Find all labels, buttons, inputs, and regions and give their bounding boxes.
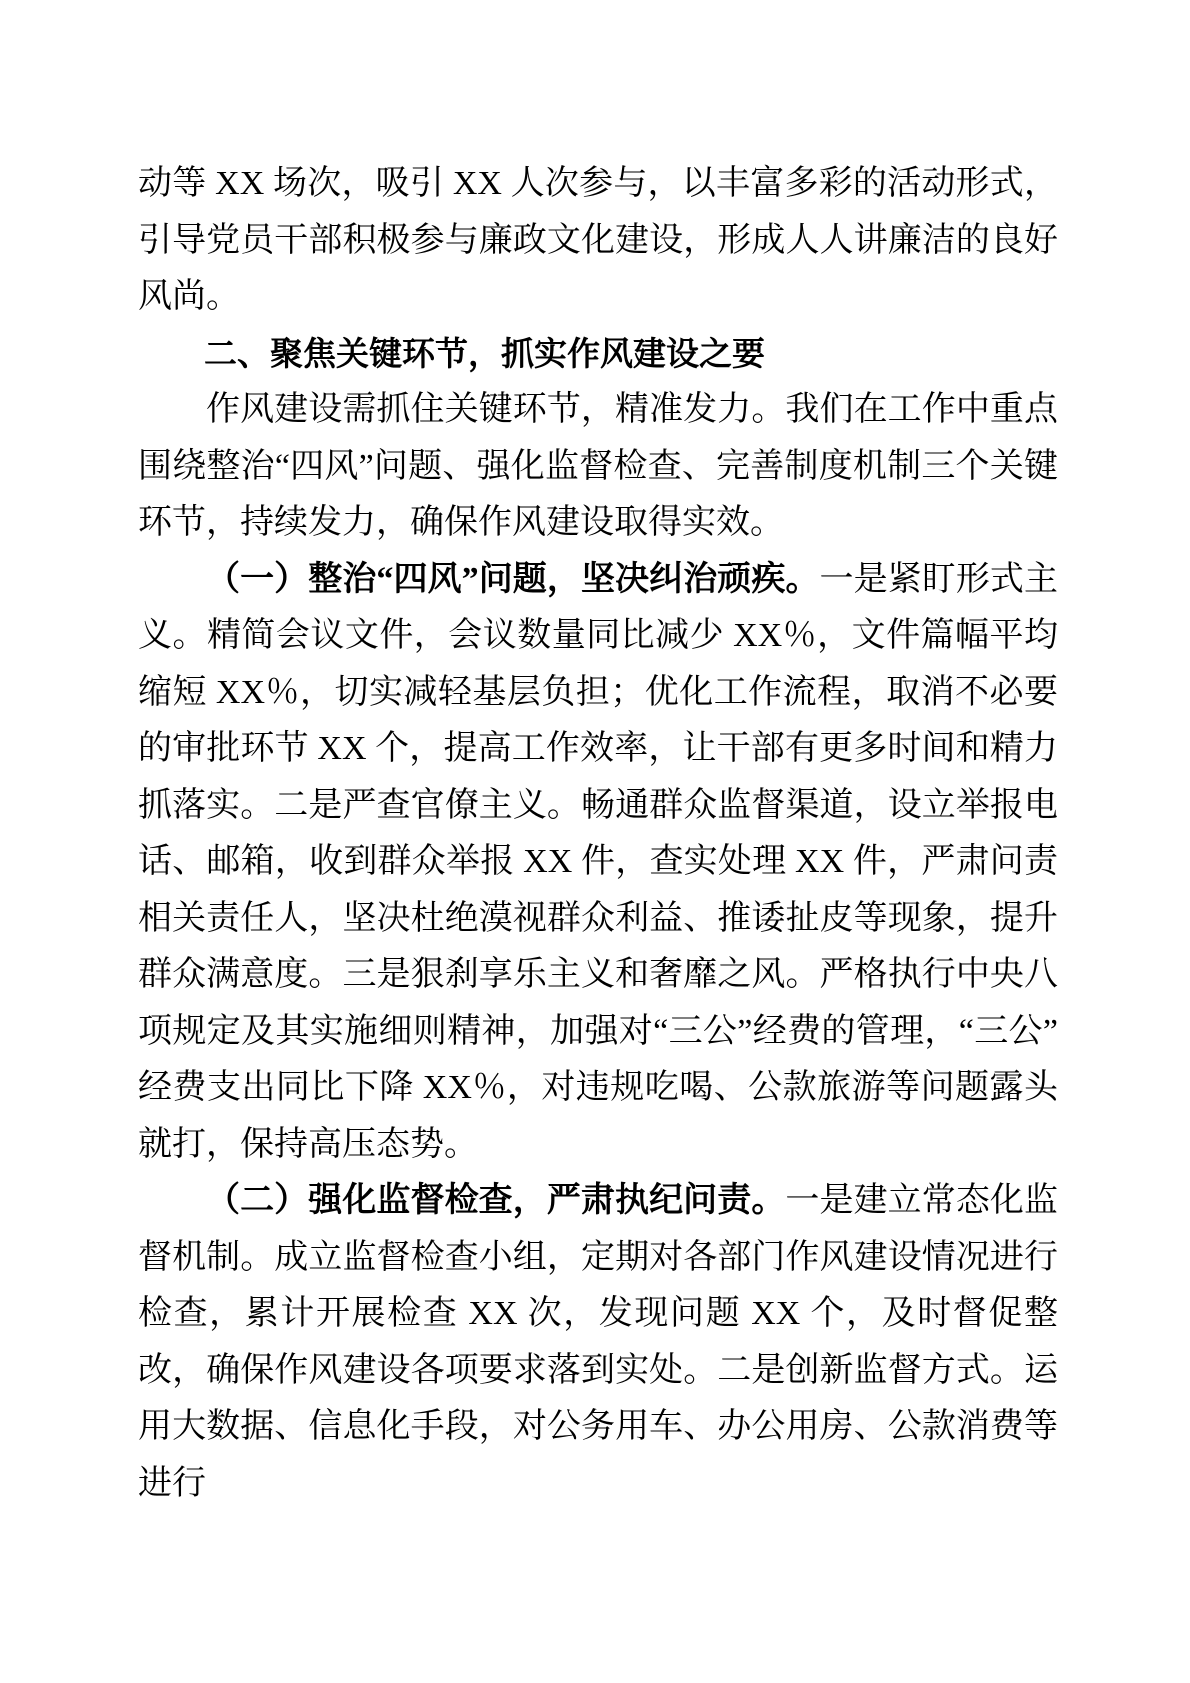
- paragraph-continuation: 动等 XX 场次，吸引 XX 人次参与，以丰富多彩的活动形式，引导党员干部积极参与廉政文化建设，形成人人讲廉洁的良好风尚。: [138, 165, 1058, 315]
- item-2-body: 一是建立常态化监督机制。成立监督检查小组，定期对各部门作风建设情况进行检查，累计开展检查 XX 次，发现问题 XX 个，及时督促整改，确保作风建设各项要求落到实处。二是创新监督方式。运用大数据、信息化手段，对公务用车、办公用房、公款消费等进行: [138, 1182, 1059, 1502]
- item-1-lead: （一）整治“四风”问题，坚决纠治顽疾。: [206, 560, 820, 598]
- item-2-lead: （二）强化监督检查，严肃执纪问责。: [206, 1182, 786, 1219]
- item-1-body: 一是紧盯形式主义。精简会议文件，会议数量同比减少 XX％，文件篇幅平均缩短 XX％，切实减轻基层负担；优化工作流程，取消不必要的审批环节 XX 个，提高工作效率，让干部有更多时间和精力抓落实。二是严查官僚主义。畅通群众监督渠道，设立举报电话、邮箱，收到群众举报 XX 件，查实处理 XX 件，严肃问责相关责任人，坚决杜绝漠视群众利益、推诿扯皮等现象，提升群众满意度。三是狠刹享乐主义和奢靡之风。严格执行中央八项规定及其实施细则精神，加强对“三公”经费的管理，“三公”经费支出同比下降 XX％，对违规吃喝、公款旅游等问题露头就打，保持高压态势。: [138, 560, 1059, 1163]
- section-heading: 二、聚焦关键环节，抓实作风建设之要: [204, 334, 765, 372]
- paragraph-item-1: [138, 552, 1058, 1174]
- paragraph-intro: 作风建设需抓住关键环节，精准发力。我们在工作中重点围绕整治“四风”问题、强化监督检查、完善制度机制三个关键环节，持续发力，确保作风建设取得实效。: [138, 391, 1058, 541]
- paragraph-item-2: [138, 1173, 1058, 1512]
